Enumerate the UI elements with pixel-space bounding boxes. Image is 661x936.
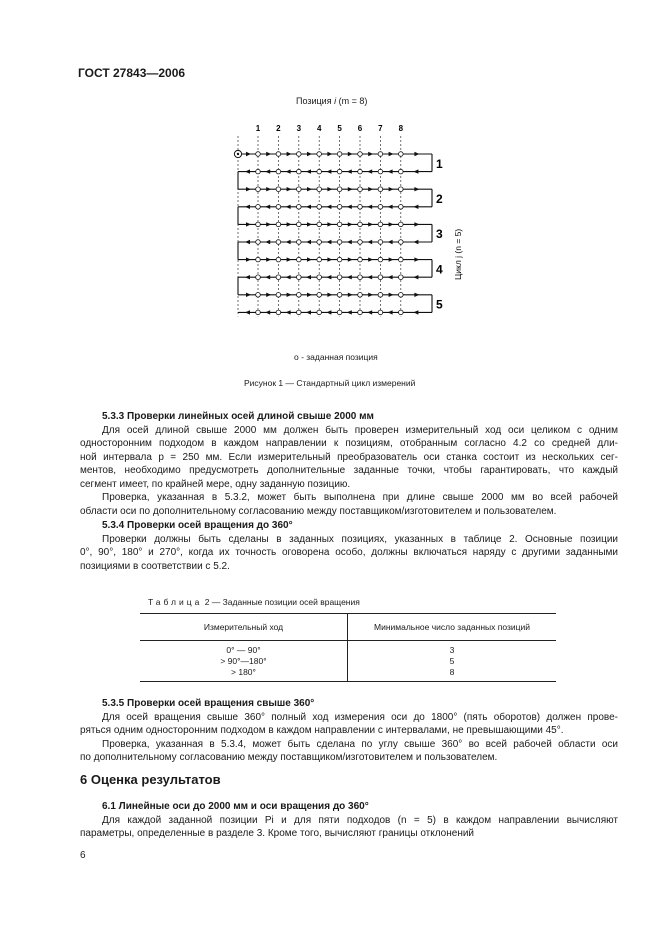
target-position-marker bbox=[276, 222, 281, 227]
target-position-marker bbox=[399, 152, 404, 157]
target-position-marker bbox=[358, 169, 363, 174]
target-position-marker bbox=[256, 222, 261, 227]
target-position-marker bbox=[378, 275, 383, 280]
target-position-marker bbox=[378, 257, 383, 262]
table-caption-word: Таблица bbox=[148, 597, 203, 607]
paragraph-line: Проверка, указанная в 5.3.4, может быть сделана по углу свыше 360° во всей рабочей области оси bbox=[102, 738, 618, 750]
target-position-marker bbox=[276, 169, 281, 174]
column-numbers bbox=[256, 124, 404, 133]
rotary-positions-table bbox=[140, 613, 556, 682]
direction-arrow bbox=[287, 257, 292, 261]
target-position-marker bbox=[317, 169, 322, 174]
direction-arrow bbox=[287, 293, 292, 297]
position-label-prefix: Позиция bbox=[296, 96, 335, 106]
direction-arrow bbox=[368, 293, 373, 297]
cell-count: 5 bbox=[348, 656, 557, 667]
direction-arrow bbox=[245, 169, 250, 173]
target-position-marker bbox=[256, 293, 261, 298]
paragraph-line: Для осей длиной свыше 2000 мм должен быть проверен измерительный ход оси целиком с одним bbox=[102, 424, 618, 436]
cycle-numbers bbox=[436, 157, 443, 312]
target-position-marker bbox=[256, 310, 261, 315]
direction-arrow bbox=[389, 257, 394, 261]
target-position-marker bbox=[378, 187, 383, 192]
direction-arrow bbox=[326, 205, 331, 209]
target-position-marker bbox=[337, 205, 342, 210]
col-header-min-positions: Минимальное число заданных позиций bbox=[348, 614, 557, 641]
page-number: 6 bbox=[80, 850, 86, 861]
direction-arrow bbox=[347, 275, 352, 279]
target-position-marker bbox=[337, 222, 342, 227]
target-position-marker bbox=[378, 222, 383, 227]
direction-arrow bbox=[388, 310, 393, 314]
direction-arrow bbox=[414, 222, 419, 226]
column-number: 1 bbox=[255, 124, 261, 133]
target-position-marker bbox=[256, 205, 261, 210]
direction-arrow bbox=[245, 310, 250, 314]
direction-arrow bbox=[287, 222, 292, 226]
target-position-marker bbox=[358, 310, 363, 315]
target-position-marker bbox=[276, 293, 281, 298]
paragraph-line: позициями в соответствии с 5.2. bbox=[80, 560, 230, 572]
table-row bbox=[140, 667, 556, 682]
direction-arrow bbox=[327, 152, 332, 156]
target-position-marker bbox=[399, 240, 404, 245]
direction-arrow bbox=[347, 169, 352, 173]
direction-arrow bbox=[347, 240, 352, 244]
target-position-marker bbox=[399, 169, 404, 174]
direction-arrow bbox=[413, 205, 418, 209]
paragraph-line: области оси по дополнительному согласованию между поставщиком/изготовителем и пользователем. bbox=[80, 505, 557, 517]
direction-arrow bbox=[326, 240, 331, 244]
target-position-marker bbox=[358, 257, 363, 262]
direction-arrow bbox=[265, 275, 270, 279]
direction-arrow bbox=[326, 169, 331, 173]
direction-arrow bbox=[389, 152, 394, 156]
direction-arrow bbox=[414, 187, 419, 191]
direction-arrow bbox=[307, 152, 312, 156]
direction-arrow bbox=[246, 222, 251, 226]
paragraph-line: параметры, определенные в разделе 3. Кроме того, вычисляют границы отклонений bbox=[80, 828, 475, 839]
direction-arrow bbox=[367, 205, 372, 209]
direction-arrow bbox=[265, 169, 270, 173]
cycle-number: 2 bbox=[436, 192, 443, 206]
direction-arrow bbox=[306, 275, 311, 279]
table-caption bbox=[148, 597, 360, 607]
target-position-marker bbox=[256, 240, 261, 245]
cell-range: > 180° bbox=[140, 667, 348, 682]
table-header-row bbox=[140, 614, 556, 641]
direction-arrow bbox=[307, 187, 312, 191]
target-position-marker bbox=[337, 310, 342, 315]
column-number: 2 bbox=[276, 124, 281, 133]
target-position-marker bbox=[276, 257, 281, 262]
direction-arrow bbox=[367, 240, 372, 244]
direction-arrow bbox=[413, 169, 418, 173]
direction-arrow bbox=[306, 240, 311, 244]
direction-arrow bbox=[286, 205, 291, 209]
cycle-number: 1 bbox=[436, 156, 443, 171]
target-position-marker bbox=[276, 240, 281, 245]
direction-arrow bbox=[388, 169, 393, 173]
direction-arrow bbox=[368, 187, 373, 191]
direction-arrow bbox=[367, 275, 372, 279]
target-position-marker bbox=[337, 240, 342, 245]
direction-arrow bbox=[307, 293, 312, 297]
direction-arrow bbox=[348, 293, 353, 297]
direction-arrow bbox=[413, 275, 418, 279]
target-position-marker bbox=[297, 205, 302, 210]
direction-arrow bbox=[389, 293, 394, 297]
target-position-marker bbox=[337, 275, 342, 280]
direction-arrow bbox=[388, 275, 393, 279]
paragraph-line: Проверка, указанная в 5.3.2, может быть выполнена при длине свыше 2000 мм во всей рабочей bbox=[102, 492, 618, 503]
section-5-3-3 bbox=[80, 410, 618, 518]
cell-count: 3 bbox=[348, 641, 557, 657]
target-position-marker bbox=[276, 152, 281, 157]
target-position-marker bbox=[297, 222, 302, 227]
direction-arrow bbox=[327, 187, 332, 191]
direction-arrow bbox=[265, 240, 270, 244]
table-row bbox=[140, 641, 556, 657]
target-position-marker bbox=[317, 293, 322, 298]
section-5-3-4 bbox=[80, 519, 618, 573]
target-position-marker bbox=[297, 275, 302, 280]
column-number: 5 bbox=[337, 124, 342, 133]
direction-arrow bbox=[348, 257, 353, 261]
target-position-marker bbox=[317, 205, 322, 210]
direction-arrow bbox=[266, 152, 271, 156]
target-position-marker bbox=[276, 187, 281, 192]
target-position-marker bbox=[297, 169, 302, 174]
target-position-marker bbox=[399, 310, 404, 315]
target-position-marker bbox=[337, 257, 342, 262]
target-position-marker bbox=[276, 310, 281, 315]
direction-arrow bbox=[246, 187, 251, 191]
target-position-marker bbox=[358, 205, 363, 210]
direction-arrow bbox=[246, 293, 251, 297]
target-position-marker bbox=[399, 257, 404, 262]
column-number: 6 bbox=[357, 124, 363, 133]
target-position-marker bbox=[399, 275, 404, 280]
target-position-marker bbox=[297, 152, 302, 157]
target-position-marker bbox=[378, 152, 383, 157]
target-position-marker bbox=[297, 310, 302, 315]
diagram-grid bbox=[234, 136, 432, 316]
direction-arrow bbox=[286, 169, 291, 173]
target-position-marker bbox=[358, 275, 363, 280]
direction-arrow bbox=[413, 240, 418, 244]
direction-arrow bbox=[414, 257, 419, 261]
direction-arrow bbox=[265, 205, 270, 209]
section-5-3-5 bbox=[80, 697, 618, 765]
paragraph-line: односторонним подходом в каждом направлении к позициям, отобранным согласно 4.2 со средней дли- bbox=[80, 438, 618, 449]
table-caption-rest: 2 — Заданные позиции осей вращения bbox=[202, 597, 360, 607]
direction-arrow bbox=[306, 169, 311, 173]
direction-arrow bbox=[326, 275, 331, 279]
target-position-marker bbox=[297, 293, 302, 298]
direction-arrow bbox=[286, 310, 291, 314]
target-position-marker bbox=[358, 222, 363, 227]
direction-arrow bbox=[347, 310, 352, 314]
direction-arrow bbox=[388, 240, 393, 244]
direction-arrow bbox=[347, 205, 352, 209]
direction-arrow bbox=[348, 152, 353, 156]
target-position-marker bbox=[317, 152, 322, 157]
direction-arrow bbox=[246, 257, 251, 261]
direction-arrow bbox=[287, 187, 292, 191]
target-position-marker bbox=[337, 169, 342, 174]
direction-arrow bbox=[327, 257, 332, 261]
direction-arrow bbox=[367, 169, 372, 173]
direction-arrow bbox=[368, 152, 373, 156]
position-count-label: (m = 8) bbox=[336, 96, 368, 106]
target-position-marker bbox=[378, 293, 383, 298]
position-symbol: i bbox=[334, 96, 337, 106]
target-position-marker bbox=[378, 240, 383, 245]
direction-arrow bbox=[368, 222, 373, 226]
direction-arrow bbox=[245, 205, 250, 209]
target-position-marker bbox=[297, 187, 302, 192]
direction-arrow bbox=[348, 222, 353, 226]
target-position-marker bbox=[337, 152, 342, 157]
paragraph-line: Для каждой заданной позиции Pi и для пяти подходов (n = 5) в каждом направлении вычисляют bbox=[102, 814, 618, 826]
direction-arrow bbox=[413, 310, 418, 314]
direction-arrow bbox=[266, 222, 271, 226]
paragraph-line: ной интервала p = 250 мм. Если измерительный преобразователь оси станка состоит из нескольких сег- bbox=[80, 451, 618, 463]
paragraph-line: ментов, необходимо предусмотреть дополнительные заданные точки, чтобы гарантировать, что каждый bbox=[80, 465, 618, 476]
direction-arrow bbox=[246, 152, 251, 156]
target-position-marker bbox=[399, 187, 404, 192]
target-position-marker bbox=[399, 205, 404, 210]
direction-arrow bbox=[265, 310, 270, 314]
column-number: 4 bbox=[316, 124, 322, 133]
paragraph-line: ряться одним односторонним подходом в каждом направлении с интервалами, не превышающими 45°. bbox=[80, 725, 564, 736]
direction-arrow bbox=[245, 240, 250, 244]
paragraph-line: 0°, 90°, 180° и 270°, когда их точность оговорена особо, должны включаться наряду с другими заданными bbox=[80, 547, 618, 558]
target-position-marker bbox=[378, 205, 383, 210]
cell-count: 8 bbox=[348, 667, 557, 682]
figure-caption: Рисунок 1 — Стандартный цикл измерений bbox=[244, 378, 416, 388]
direction-arrow bbox=[327, 222, 332, 226]
direction-arrow bbox=[266, 257, 271, 261]
target-position-marker bbox=[317, 240, 322, 245]
start-point-dot bbox=[237, 153, 239, 155]
column-number: 7 bbox=[378, 124, 383, 133]
target-position-marker bbox=[297, 257, 302, 262]
target-position-marker bbox=[378, 310, 383, 315]
direction-arrow bbox=[266, 187, 271, 191]
target-position-marker bbox=[256, 275, 261, 280]
direction-arrow bbox=[389, 187, 394, 191]
direction-arrow bbox=[286, 240, 291, 244]
target-position-marker bbox=[358, 152, 363, 157]
paragraph-line: сегмент имеет, по крайней мере, одну заданную позицию. bbox=[80, 478, 351, 490]
target-position-marker bbox=[358, 187, 363, 192]
target-position-marker bbox=[337, 293, 342, 298]
target-position-marker bbox=[358, 240, 363, 245]
target-position-marker bbox=[317, 187, 322, 192]
section-heading: 6.1 Линейные оси до 2000 мм и оси вращения до 360° bbox=[102, 801, 369, 812]
direction-arrow bbox=[287, 152, 292, 156]
target-position-marker bbox=[337, 187, 342, 192]
target-position-marker bbox=[399, 222, 404, 227]
target-position-marker bbox=[297, 240, 302, 245]
target-position-marker bbox=[317, 275, 322, 280]
direction-arrow bbox=[348, 187, 353, 191]
target-position-marker bbox=[378, 169, 383, 174]
direction-arrow bbox=[245, 275, 250, 279]
direction-arrow bbox=[307, 222, 312, 226]
direction-arrow bbox=[367, 310, 372, 314]
column-number: 3 bbox=[296, 124, 302, 133]
target-position-marker bbox=[358, 293, 363, 298]
target-position-marker bbox=[256, 257, 261, 262]
col-header-travel: Измерительный ход bbox=[140, 614, 348, 641]
section-heading: 5.3.3 Проверки линейных осей длиной свыше 2000 мм bbox=[102, 411, 374, 422]
paragraph-line: по дополнительному согласованию между поставщиком/изготовителем и пользователем. bbox=[80, 752, 498, 763]
direction-arrow bbox=[306, 310, 311, 314]
cycle-number: 4 bbox=[436, 262, 443, 277]
target-position-marker bbox=[317, 257, 322, 262]
direction-arrow bbox=[414, 152, 419, 156]
cell-range: 0° — 90° bbox=[226, 645, 261, 655]
direction-arrow bbox=[388, 205, 393, 209]
section-heading: 5.3.4 Проверки осей вращения до 360° bbox=[102, 520, 293, 531]
target-position-marker bbox=[256, 187, 261, 192]
target-position-marker bbox=[276, 275, 281, 280]
target-position-marker bbox=[276, 205, 281, 210]
target-position-marker bbox=[256, 169, 261, 174]
direction-arrow bbox=[368, 257, 373, 261]
cycle-axis-label: Цикл j (n = 5) bbox=[453, 228, 463, 280]
cycle-number: 3 bbox=[436, 227, 443, 242]
document-header: ГОСТ 27843—2006 bbox=[78, 66, 186, 80]
target-position-marker bbox=[256, 152, 261, 157]
target-position-marker bbox=[399, 293, 404, 298]
direction-arrow bbox=[326, 310, 331, 314]
direction-arrow bbox=[389, 222, 394, 226]
direction-arrow bbox=[286, 275, 291, 279]
cell-range: > 90°—180° bbox=[220, 656, 267, 666]
cycle-number: 5 bbox=[436, 297, 443, 312]
target-position-marker bbox=[317, 222, 322, 227]
direction-arrow bbox=[327, 293, 332, 297]
target-position-marker bbox=[317, 310, 322, 315]
direction-arrow bbox=[414, 293, 419, 297]
direction-arrow bbox=[306, 205, 311, 209]
direction-arrow bbox=[266, 293, 271, 297]
section-heading: 5.3.5 Проверки осей вращения свыше 360° bbox=[102, 698, 315, 709]
paragraph-line: Проверки должны быть сделаны в заданных позициях, указанных в таблице 2. Основные позиции bbox=[102, 533, 618, 545]
paragraph-line: Для осей вращения свыше 360° полный ход измерения оси до 1800° (пять оборотов) должен прове- bbox=[102, 711, 618, 723]
section-6-heading: 6 Оценка результатов bbox=[80, 772, 221, 787]
figure-legend: o - заданная позиция bbox=[294, 352, 378, 362]
table-row bbox=[140, 656, 556, 667]
direction-arrow bbox=[307, 257, 312, 261]
section-6-1 bbox=[80, 800, 618, 841]
column-number: 8 bbox=[398, 124, 404, 133]
